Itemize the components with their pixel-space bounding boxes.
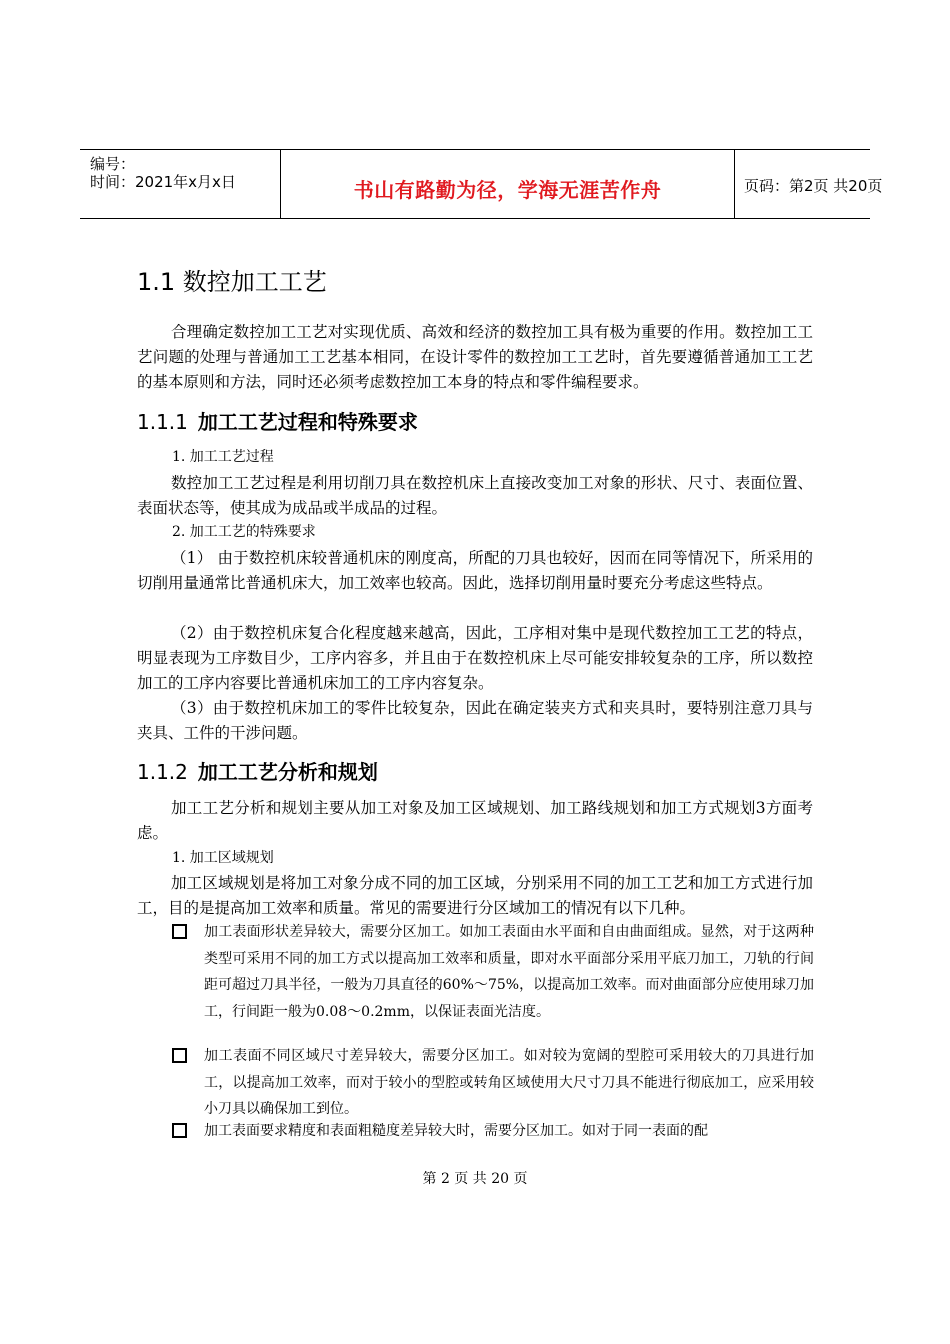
header-motto-cell (280, 150, 735, 218)
subsection-heading-1 (137, 406, 418, 435)
bullet-text: 加工表面要求精度和表面粗糙度差异较大时，需要分区加工。如对于同一表面的配 (204, 1123, 708, 1139)
paragraph: （1） 由于数控机床较普通机床的刚度高，所配的刀具也较好，因而在同等情况下，所采用的切削用量通常比普通机床大，加工效率也较高。因此，选择切削用量时要充分考虑这些特点。 (137, 549, 813, 592)
header-table (80, 149, 883, 219)
subsection-number: 1.1.2 (137, 760, 188, 784)
paragraph: （2）由于数控机床复合化程度越来越高，因此，工序相对集中是现代数控加工工艺的特点，明显表现为工序数目少，工序内容多，并且由于在数控机床上尽可能安排较复杂的工序，所以数控加工的工序内容要比普通机床加工的工序内容复杂。 (137, 624, 813, 692)
checkbox-bullet-icon (172, 1123, 187, 1138)
intro-paragraph: 合理确定数控加工工艺对实现优质、高效和经济的数控加工具有极为重要的作用。数控加工工艺问题的处理与普通加工工艺基本相同，在设计零件的数控加工工艺时，首先要遵循普通加工工艺的基本原则和方法，同时还必须考虑数控加工本身的特点和零件编程要求。 (137, 323, 813, 391)
subsection-number: 1.1.1 (137, 410, 188, 434)
paragraph: （3）由于数控机床加工的零件比较复杂，因此在确定装夹方式和夹具时，要特别注意刀具与夹具、工件的干涉问题。 (137, 699, 813, 742)
item-title: 2. 加工工艺的特殊要求 (172, 524, 316, 540)
number-label: 编号： (90, 155, 136, 173)
subsection-title: 加工工艺分析和规划 (197, 760, 378, 784)
paragraph: 加工区域规划是将加工对象分成不同的加工区域，分别采用不同的加工工艺和加工方式进行加工，目的是提高加工效率和质量。常见的需要进行分区域加工的情况有以下几种。 (137, 874, 813, 917)
bullet-text: 加工表面不同区域尺寸差异较大，需要分区加工。如对较为宽阔的型腔可采用较大的刀具进行加工，以提高加工效率，而对于较小的型腔或转角区域使用大尺寸刀具不能进行彻底加工，应采用较小刀具以确保加工到位。 (204, 1048, 814, 1117)
checkbox-bullet-icon (172, 924, 187, 939)
section-title: 1.1 数控加工工艺 (137, 268, 327, 296)
paragraph: 数控加工工艺过程是利用切削刀具在数控机床上直接改变加工对象的形状、尺寸、表面位置、表面状态等，使其成为成品或半成品的过程。 (137, 474, 813, 517)
header-page-cell (734, 150, 883, 218)
page-footer: 第 2 页 共 20 页 (422, 1171, 528, 1187)
subsection-title: 加工工艺过程和特殊要求 (197, 410, 418, 434)
bullet-text: 加工表面形状差异较大，需要分区加工。如加工表面由水平面和自由曲面组成。显然，对于这两种类型可采用不同的加工方式以提高加工效率和质量，即对水平面部分采用平底刀加工，刀轨的行间距可超过刀具半径，一般为刀具直径的60%～75%，以提高加工效率。而对曲面部分应使用球刀加工，行间距一般为0.08～0.2mm，以保证表面光洁度。 (204, 924, 814, 1020)
time-label: 时间：2021年x月x日 (90, 173, 236, 191)
paragraph: 加工工艺分析和规划主要从加工对象及加工区域规划、加工路线规划和加工方式规划3方面考虑。 (137, 799, 813, 842)
header-meta-cell (80, 150, 280, 218)
checkbox-bullet-icon (172, 1048, 187, 1063)
item-title: 1. 加工区域规划 (172, 850, 274, 866)
item-title: 1. 加工工艺过程 (172, 449, 274, 465)
subsection-heading-2 (137, 756, 378, 785)
page-info: 页码：第2页 共20页 (744, 177, 883, 195)
motto: 书山有路勤为径，学海无涯苦作舟 (353, 178, 662, 202)
